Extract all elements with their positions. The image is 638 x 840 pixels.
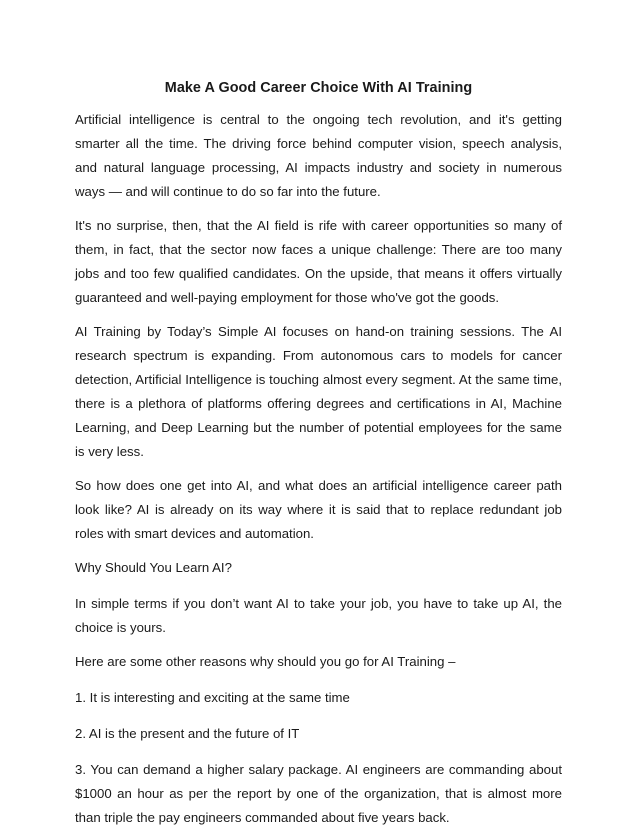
paragraph-ai-training: AI Training by Today’s Simple AI focuses on hand-on training sessions. The AI research spectrum is expanding. From autonomous cars to models for cancer detection, Artificial Intelligence is touching almost every segment. At the same time, there is a plethora of platforms offering degrees and certifications in AI, Machine Learning, and Deep Learning but the number of potential employees for the same is very less.: [75, 324, 562, 459]
document-page: [75, 78, 562, 840]
paragraph-why-learn-heading: Why Should You Learn AI?: [75, 560, 232, 575]
paragraph-career-path: So how does one get into AI, and what does an artificial intelligence career path look like? AI is already on its way where it is said that to replace redundant job roles with smart devices and automation.: [75, 478, 562, 541]
list-item-reason-3: 3. You can demand a higher salary package. AI engineers are commanding about $1000 an hour as per the report by one of the organization, that is almost more than triple the pay engineers commanded about five years back.: [75, 762, 562, 825]
list-item-reason-2: 2. AI is the present and the future of IT: [75, 726, 300, 741]
list-item-reason-1: 1. It is interesting and exciting at the same time: [75, 690, 350, 705]
paragraph-career-opportunities: It's no surprise, then, that the AI field is rife with career opportunities so many of them, in fact, that the sector now faces a unique challenge: There are too many jobs and too few qualified candidates. On the upside, that means it offers virtually guaranteed and well-paying employment for those who've got the goods.: [75, 218, 562, 305]
paragraph-other-reasons: Here are some other reasons why should you go for AI Training –: [75, 654, 456, 669]
paragraph-ai-revolution: Artificial intelligence is central to the ongoing tech revolution, and it's getting smarter all the time. The driving force behind computer vision, speech analysis, and natural language processing, AI impacts industry and society in numerous ways — and will continue to do so far into the future.: [75, 112, 562, 199]
document-title: Make A Good Career Choice With AI Training: [164, 80, 473, 96]
paragraph-simple-terms: In simple terms if you don’t want AI to take your job, you have to take up AI, the choice is yours.: [75, 596, 562, 635]
